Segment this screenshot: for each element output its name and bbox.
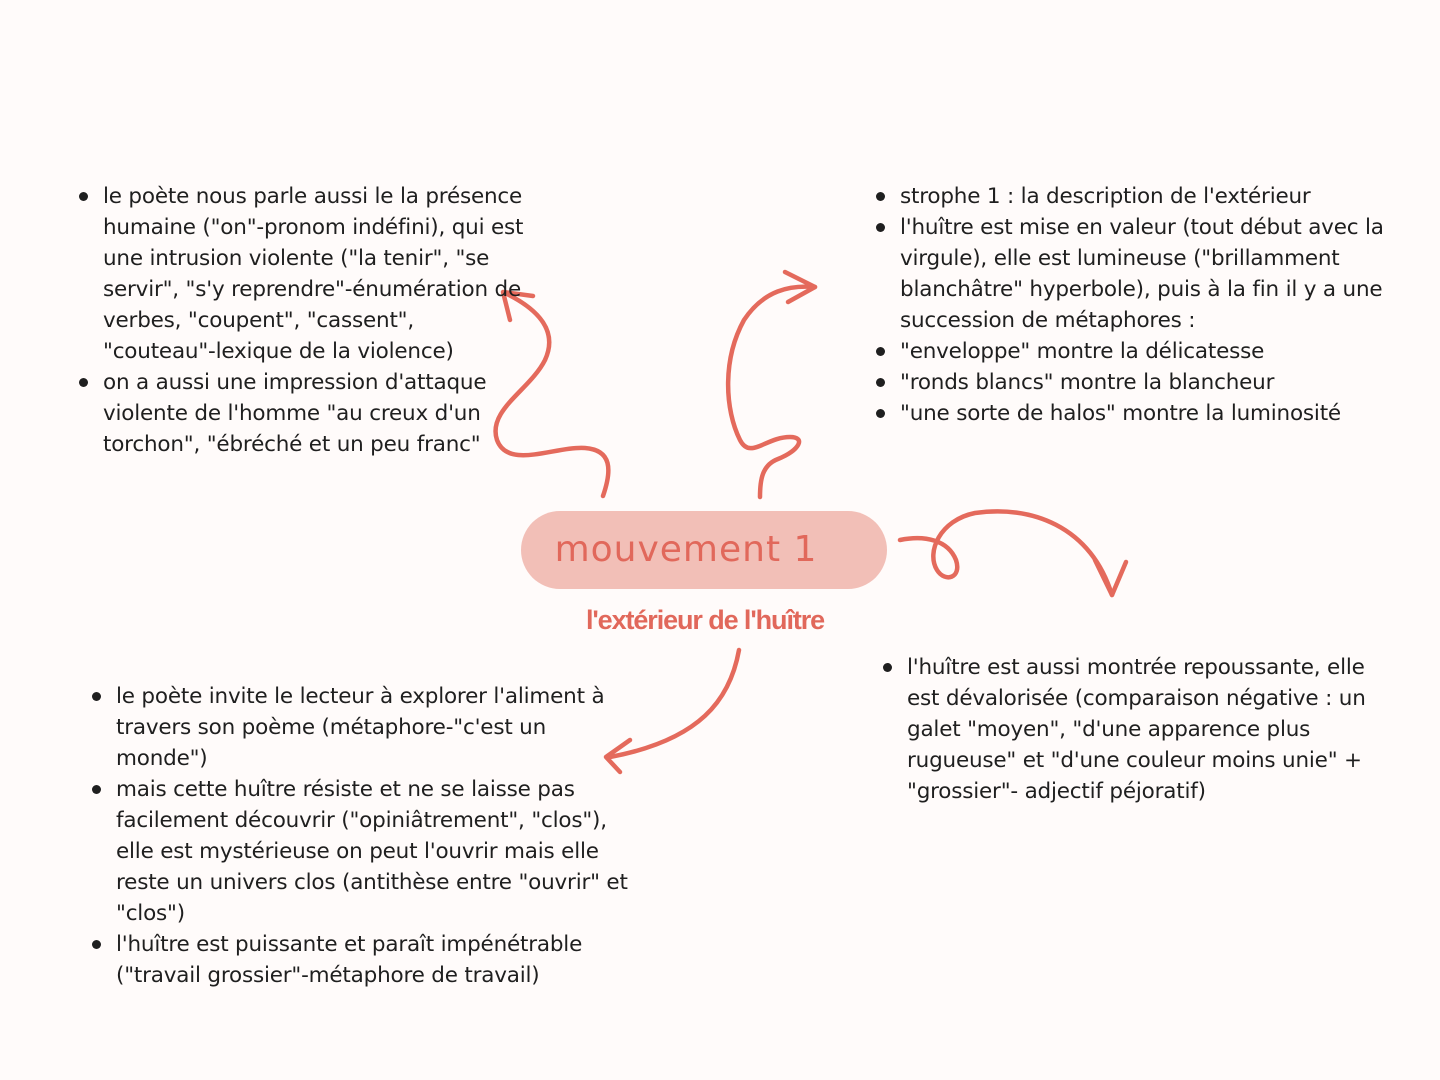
list-item: l'huître est aussi montrée repoussante, elle est dévalorisée (comparaison négative : un galet "moyen", "d'une apparence plus rugueuse" et "d'une couleur moins unie" + "grossier"- adjectif péjoratif) (907, 652, 1387, 807)
list-item: l'huître est puissante et paraît impénétrable ("travail grossier"-métaphore de travail) (116, 929, 636, 991)
arrow-top-right (728, 287, 815, 497)
notes-top-left (76, 181, 528, 460)
central-topic-title: mouvement 1 (554, 529, 818, 570)
list-item: le poète nous parle aussi le la présence humaine ("on"-pronom indéfini), qui est une intrusion violente ("la tenir", "se servir", "s'y reprendre"-énumération de verbes, "coupent", "cassent", "couteau"-lexique de la violence) (103, 181, 528, 367)
list-item: le poète invite le lecteur à explorer l'aliment à travers son poème (métaphore-"c'est un monde") (116, 681, 636, 774)
list-item: "ronds blancs" montre la blancheur (900, 367, 1410, 398)
list-item: l'huître est mise en valeur (tout début avec la virgule), elle est lumineuse ("brillamment blanchâtre" hyperbole), puis à la fin il y a une succession de métaphores : (900, 212, 1410, 336)
notes-bottom-right (880, 652, 1387, 807)
list-item: "enveloppe" montre la délicatesse (900, 336, 1410, 367)
central-topic-pill (521, 511, 887, 589)
arrow-bottom-right (900, 511, 1112, 595)
list-item: strophe 1 : la description de l'extérieur (900, 181, 1410, 212)
list-item: mais cette huître résiste et ne se laisse pas facilement découvrir ("opiniâtrement", "clos"), elle est mystérieuse on peut l'ouvrir mais elle reste un univers clos (antithèse entre "ouvrir" et "clos") (116, 774, 636, 929)
list-item: on a aussi une impression d'attaque violente de l'homme "au creux d'un torchon", "ébréché et un peu franc" (103, 367, 528, 460)
central-topic-subtitle: l'extérieur de l'huître (585, 605, 825, 635)
notes-top-right (873, 181, 1410, 429)
arrowhead-bottom-right (1095, 560, 1126, 595)
notes-bottom-left (89, 681, 636, 991)
list-item: "une sorte de halos" montre la luminosité (900, 398, 1410, 429)
